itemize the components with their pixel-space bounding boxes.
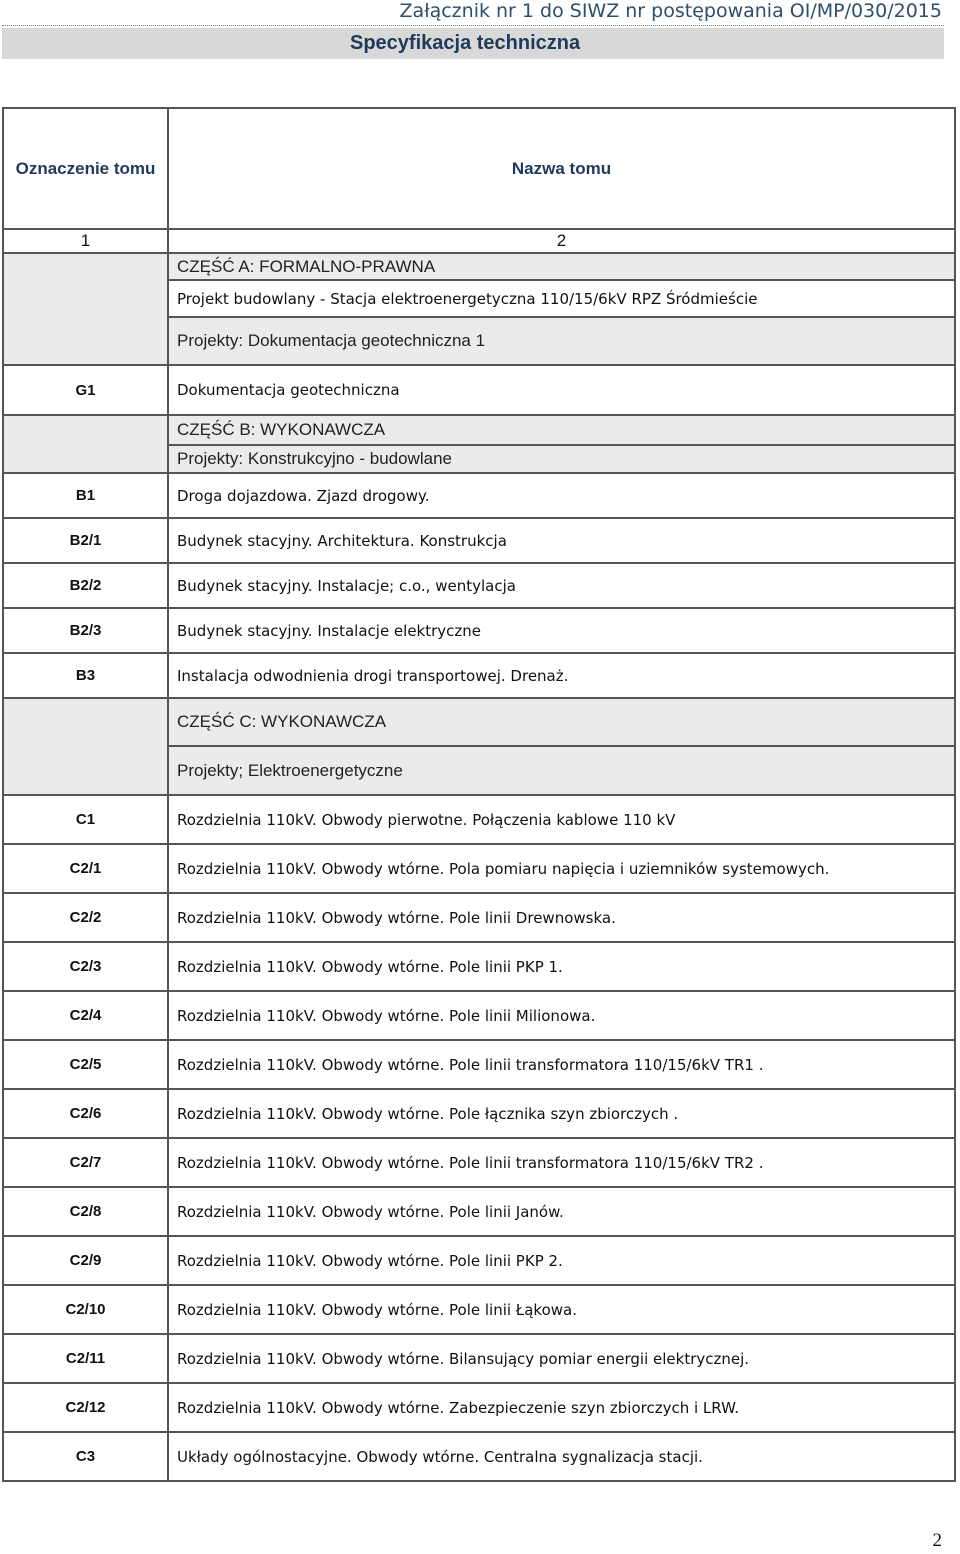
volume-name: Rozdzielnia 110kV. Obwody wtórne. Pole linii Janów. [168, 1187, 955, 1236]
volume-name: Rozdzielnia 110kV. Obwody wtórne. Pole linii transformatora 110/15/6kV TR2 . [168, 1138, 955, 1187]
column-number-row [3, 229, 955, 253]
table-row [3, 1187, 955, 1236]
document-reference: Załącznik nr 1 do SIWZ nr postępowania OI/MP/030/2015 [399, 0, 942, 22]
volume-code: C2/3 [3, 942, 168, 991]
section-b-row [3, 415, 955, 445]
volume-code: C2/10 [3, 1285, 168, 1334]
volume-name: Układy ogólnostacyjne. Obwody wtórne. Centralna sygnalizacja stacji. [168, 1432, 955, 1481]
table-row [3, 563, 955, 608]
column-number-2: 2 [168, 229, 955, 253]
volume-code: C2/12 [3, 1383, 168, 1432]
table-row [3, 893, 955, 942]
table-row [3, 653, 955, 698]
table-row [3, 1040, 955, 1089]
subsection-c-title: Projekty; Elektroenergetyczne [168, 746, 955, 795]
subsection-a-title: Projekty: Dokumentacja geotechniczna 1 [168, 317, 955, 365]
table-row [3, 365, 955, 415]
page-number: 2 [932, 1530, 942, 1551]
table-row [3, 1383, 955, 1432]
volume-name: Rozdzielnia 110kV. Obwody wtórne. Pola pomiaru napięcia i uziemników systemowych. [168, 844, 955, 893]
section-a-row [3, 253, 955, 280]
volume-name: Dokumentacja geotechniczna [168, 365, 955, 415]
volume-code: B2/1 [3, 518, 168, 563]
section-b-title: CZĘŚĆ B: WYKONAWCZA [168, 415, 955, 445]
volume-code: G1 [3, 365, 168, 415]
volume-code: C1 [3, 795, 168, 844]
volume-name: Droga dojazdowa. Zjazd drogowy. [168, 473, 955, 518]
table-row [3, 1089, 955, 1138]
volume-code: C2/4 [3, 991, 168, 1040]
volume-name: Rozdzielnia 110kV. Obwody wtórne. Pole łącznika szyn zbiorczych . [168, 1089, 955, 1138]
volume-name: Instalacja odwodnienia drogi transportowej. Drenaż. [168, 653, 955, 698]
volume-code: B1 [3, 473, 168, 518]
table-row [3, 1285, 955, 1334]
header-divider [2, 25, 944, 26]
table-row [3, 473, 955, 518]
volume-code: C2/5 [3, 1040, 168, 1089]
volume-name: Rozdzielnia 110kV. Obwody wtórne. Pole linii Drewnowska. [168, 893, 955, 942]
table-header-row [3, 108, 955, 229]
volume-name: Budynek stacyjny. Instalacje; c.o., wentylacja [168, 563, 955, 608]
table-row [3, 608, 955, 653]
subsection-b-title: Projekty: Konstrukcyjno - budowlane [168, 445, 955, 473]
table-row [3, 795, 955, 844]
table-row [3, 1236, 955, 1285]
volume-name: Budynek stacyjny. Architektura. Konstrukcja [168, 518, 955, 563]
table-row [3, 518, 955, 563]
page-title: Specyfikacja techniczna [350, 32, 581, 54]
column-header-name: Nazwa tomu [168, 108, 955, 229]
table-row [3, 1334, 955, 1383]
volume-code: C2/1 [3, 844, 168, 893]
volumes-table [2, 107, 956, 1482]
project-name: Projekt budowlany - Stacja elektroenergetyczna 110/15/6kV RPZ Śródmieście [168, 280, 955, 317]
volume-name: Rozdzielnia 110kV. Obwody pierwotne. Połączenia kablowe 110 kV [168, 795, 955, 844]
volume-code: C2/11 [3, 1334, 168, 1383]
volume-code: C2/2 [3, 893, 168, 942]
section-b-code-cell [3, 415, 168, 473]
volume-code: C2/9 [3, 1236, 168, 1285]
table-row [3, 1138, 955, 1187]
volume-name: Rozdzielnia 110kV. Obwody wtórne. Pole linii transformatora 110/15/6kV TR1 . [168, 1040, 955, 1089]
section-c-title: CZĘŚĆ C: WYKONAWCZA [168, 698, 955, 746]
table-row [3, 991, 955, 1040]
section-a-title: CZĘŚĆ A: FORMALNO-PRAWNA [168, 253, 955, 280]
section-c-row [3, 698, 955, 746]
volume-code: B3 [3, 653, 168, 698]
volume-code: C3 [3, 1432, 168, 1481]
table-row [3, 844, 955, 893]
column-header-code: Oznaczenie tomu [3, 108, 168, 229]
volume-name: Rozdzielnia 110kV. Obwody wtórne. Zabezpieczenie szyn zbiorczych i LRW. [168, 1383, 955, 1432]
volume-code: C2/7 [3, 1138, 168, 1187]
section-c-code-cell [3, 698, 168, 795]
volume-name: Rozdzielnia 110kV. Obwody wtórne. Pole linii Łąkowa. [168, 1285, 955, 1334]
volume-code: B2/3 [3, 608, 168, 653]
table-row [3, 942, 955, 991]
column-number-1: 1 [3, 229, 168, 253]
table-row [3, 1432, 955, 1481]
volume-name: Rozdzielnia 110kV. Obwody wtórne. Pole linii Milionowa. [168, 991, 955, 1040]
section-a-code-cell [3, 253, 168, 365]
volume-name: Rozdzielnia 110kV. Obwody wtórne. Pole linii PKP 2. [168, 1236, 955, 1285]
volume-code: C2/6 [3, 1089, 168, 1138]
volume-code: B2/2 [3, 563, 168, 608]
volume-code: C2/8 [3, 1187, 168, 1236]
volume-name: Budynek stacyjny. Instalacje elektryczne [168, 608, 955, 653]
volume-name: Rozdzielnia 110kV. Obwody wtórne. Pole linii PKP 1. [168, 942, 955, 991]
volume-name: Rozdzielnia 110kV. Obwody wtórne. Bilansujący pomiar energii elektrycznej. [168, 1334, 955, 1383]
